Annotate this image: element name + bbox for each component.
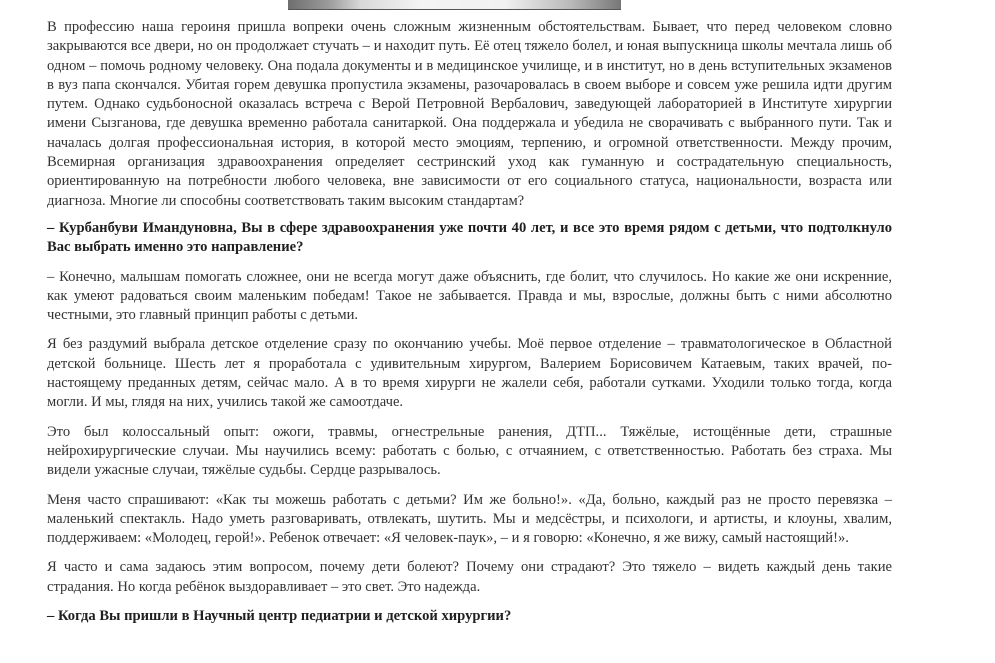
article-paragraph: Я часто и сама задаюсь этим вопросом, почему дети болеют? Почему они страдают? Это тяжело – видеть каждый день такие страдания. Но когда ребёнок выздоравливает – это свет. Это надежда. xyxy=(47,559,892,595)
article-paragraph: Я без раздумий выбрала детское отделение сразу по окончанию учебы. Моё первое отделение – травматологическое в Областной детской больнице. Шесть лет я проработала с удивительным хирургом, Валерием Борисовичем Катаевым, таких врачей, по-настоящему преданных детям, сейчас мало. А в то время хирурги не жалели себя, работали сутками. Уходили только тогда, когда могли. И мы, глядя на них, учились такой же самоотдаче. xyxy=(47,336,892,411)
article-body xyxy=(47,18,892,636)
interview-question: – Когда Вы пришли в Научный центр педиатрии и детской хирургии? xyxy=(47,608,512,625)
article-photo-bottom-edge xyxy=(288,0,621,10)
interview-question: – Курбанбуви Имандуновна, Вы в сфере здравоохранения уже почти 40 лет, и все это время рядом с детьми, что подтолкнуло Вас выбрать именно это направление? xyxy=(47,219,892,256)
article-paragraph-intro: В профессию наша героиня пришла вопреки очень сложным жизненным обстоятельствам. Бывает, что перед человеком словно закрываются все двери, но он продолжает стучать – и находит путь. Её отец тяжело болел, и юная выпускница школы мечтала лишь об одном – помочь родному человеку. Она подала документы и в медицинское училище, и в институт, но в день вступительных экзаменов в вуз папа скончался. Убитая горем девушка пропустила экзамены, разочаровалась в своем выборе и совсем уже решила идти другим путем. Однако судьбоносной оказалась встреча с Верой Петровной Вербалович, заведующей лабораторией в Институте хирургии имени Сызганова, где девушка временно работала санитаркой. Она поддержала и убедила не сворачивать с выбранного пути. Так и началась долгая профессиональная история, в которой место эмоциям, терпению, и огромной ответственности. Между прочим, Всемирная организация здравоохранения определяет сестринский уход как гуманную и сострадательную специальность, ориентированную на потребности любого человека, вне зависимости от его социального статуса, национальности, возраста или диагноза. Многие ли способны соответствовать таким высоким стандартам? xyxy=(47,19,892,209)
article-paragraph: Это был колоссальный опыт: ожоги, травмы, огнестрельные ранения, ДТП... Тяжёлые, истощённые дети, страшные нейрохирургические случаи. Мы научились всему: работать с болью, с отчаянием, с ответственностью. Работать без страха. Мы видели ужасные случаи, тяжёлые судьбы. Сердце разрывалось. xyxy=(47,423,892,479)
article-paragraph: – Конечно, малышам помогать сложнее, они не всегда могут даже объяснить, где болит, что случилось. Но какие же они искренние, как умеют радоваться своим маленьким победам! Такое не забывается. Правда и мы, взрослые, должны быть с ними абсолютно честными, это главный принцип работы с детьми. xyxy=(47,268,892,324)
article-paragraph: Меня часто спрашивают: «Как ты можешь работать с детьми? Им же больно!». «Да, больно, каждый раз не просто перевязка – маленький спектакль. Надо уметь разговаривать, отвлекать, шутить. Мы и медсёстры, и психологи, и артисты, и клоуны, хвалим, поддерживаем: «Молодец, герой!». Ребенок отвечает: «Я человек-паук», – и я говорю: «Конечно, я же вижу, самый настоящий!». xyxy=(47,491,892,547)
